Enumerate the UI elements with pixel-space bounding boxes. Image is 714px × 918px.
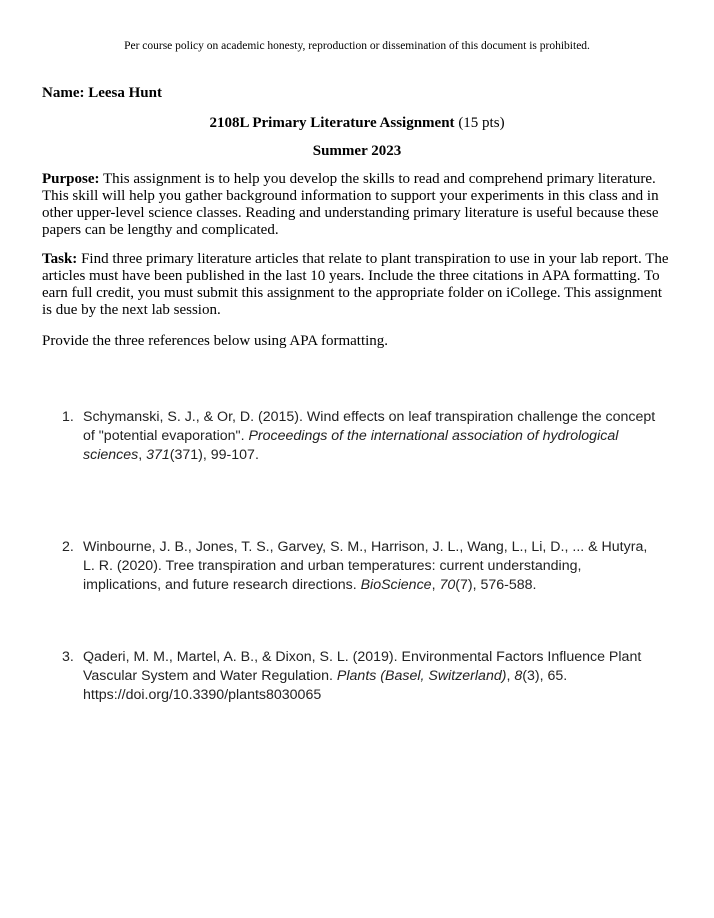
reference-volume: 8 bbox=[514, 668, 523, 684]
student-name: Name: Leesa Hunt bbox=[42, 85, 162, 101]
reference-journal: Plants (Basel, Switzerland) bbox=[336, 668, 507, 684]
reference-volume: 371 bbox=[146, 447, 170, 463]
reference-issue-pages: (371), 99-107. bbox=[169, 447, 259, 463]
reference-separator: , bbox=[506, 668, 515, 684]
term-label: Summer 2023 bbox=[312, 143, 402, 159]
reference-journal: Proceedings of the international association of hydrological sciences bbox=[83, 428, 619, 463]
task-paragraph bbox=[42, 251, 674, 319]
reference-authors-title: Qaderi, M. M., Martel, A. B., & Dixon, S. L. (2019). Environmental Factors Influence Plant Vascular System and Water Regulation. bbox=[83, 649, 642, 684]
reference-volume: 70 bbox=[439, 577, 456, 593]
reference-number: 2. bbox=[62, 539, 74, 555]
reference-authors-title: Schymanski, S. J., & Or, D. (2015). Wind effects on leaf transpiration challenge the concept of "potential evaporation". bbox=[83, 409, 656, 444]
assignment-title bbox=[0, 115, 714, 132]
reference-text bbox=[83, 408, 662, 465]
instructions-paragraph: Provide the three references below using APA formatting. bbox=[42, 333, 389, 349]
task-label: Task: bbox=[42, 251, 78, 267]
reference-text bbox=[83, 538, 662, 595]
reference-text bbox=[83, 648, 662, 705]
reference-number: 1. bbox=[62, 409, 74, 425]
reference-separator: , bbox=[431, 577, 440, 593]
assignment-points: (15 pts) bbox=[454, 115, 505, 131]
assignment-title-main: 2108L Primary Literature Assignment bbox=[209, 115, 455, 131]
header-notice: Per course policy on academic honesty, reproduction or dissemination of this document is prohibited. bbox=[124, 40, 590, 52]
reference-number: 3. bbox=[62, 649, 74, 665]
reference-item bbox=[62, 648, 662, 705]
reference-item bbox=[62, 538, 662, 595]
reference-separator: , bbox=[138, 447, 147, 463]
task-text: Find three primary literature articles that relate to plant transpiration to use in your lab report. The articles must have been published in the last 10 years. Include the three citations in APA formatting. To earn full credit, you must submit this assignment to the appropriate folder on iCollege. This assignment is due by the next lab session. bbox=[42, 251, 669, 318]
reference-journal: BioScience bbox=[360, 577, 432, 593]
reference-issue-pages: (3), 65. https://doi.org/10.3390/plants8030065 bbox=[83, 668, 568, 703]
reference-authors-title: Winbourne, J. B., Jones, T. S., Garvey, S. M., Harrison, J. L., Wang, L., Li, D., ... & Hutyra, L. R. (2020). Tree transpiration and urban temperatures: current understanding, implications, and future research directions. bbox=[83, 539, 648, 593]
purpose-text: This assignment is to help you develop the skills to read and comprehend primary literature. This skill will help you gather background information to support your experiments in this class and in other upper-level science classes. Reading and understanding primary literature is useful because these papers can be lengthy and complicated. bbox=[42, 171, 659, 238]
reference-item bbox=[62, 408, 662, 465]
reference-issue-pages: (7), 576-588. bbox=[455, 577, 537, 593]
purpose-paragraph bbox=[42, 171, 674, 239]
purpose-label: Purpose: bbox=[42, 171, 100, 187]
